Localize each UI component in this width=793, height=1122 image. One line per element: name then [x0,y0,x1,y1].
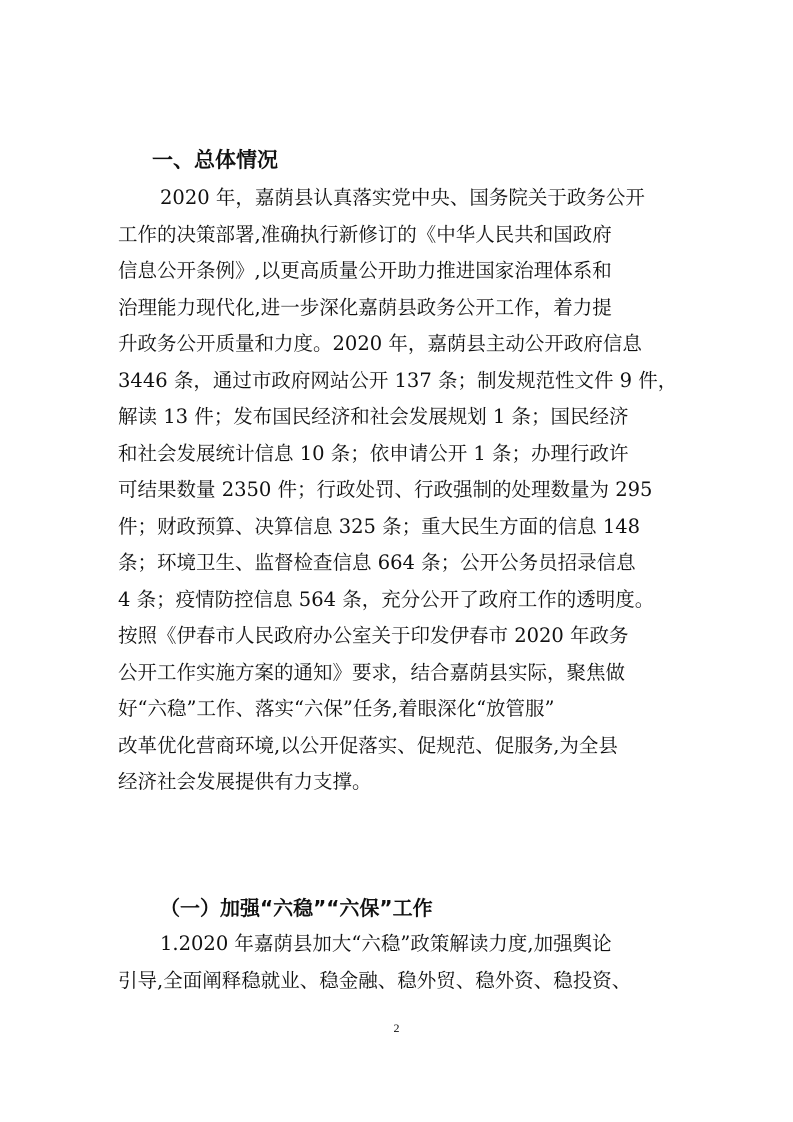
paragraph-overview [118,180,678,801]
paragraph-line: 条；环境卫生、监督检查信息 664 条；公开公务员招录信息 [118,551,636,574]
paragraph-line: 3446 条，通过市政府网站公开 137 条；制发规范性文件 9 件， [118,368,678,392]
paragraph-line: 治理能力现代化,进一步深化嘉荫县政务公开工作，着力提 [118,295,612,319]
paragraph-line: 公开工作实施方案的通知》要求，结合嘉荫县实际，聚焦做 [118,660,626,684]
paragraph-line: 1.2020 年嘉荫县加大“六稳”政策解读力度,加强舆论 [160,932,612,955]
paragraph-line: 工作的决策部署,准确执行新修订的《中华人民共和国政府 [118,222,612,246]
paragraph-line: 升政务公开质量和力度。2020 年，嘉荫县主动公开政府信息 [118,332,642,355]
paragraph-line: 可结果数量 2350 件；行政处罚、行政强制的处理数量为 295 [118,478,653,501]
paragraph-line: 解读 13 件；发布国民经济和社会发展规划 1 条；国民经济 [118,405,629,428]
section-heading: 一、总体情况 [152,148,278,172]
paragraph-line: 经济社会发展提供有力支撑。 [118,770,372,793]
paragraph-line: 件；财政预算、决算信息 325 条；重大民生方面的信息 148 [118,514,641,538]
page-number: 2 [393,1021,400,1035]
paragraph-six-stabilities [118,926,678,999]
paragraph-line: 改革优化营商环境,以公开促落实、促规范、促服务,为全县 [118,733,618,757]
paragraph-line: 按照《伊春市人民政府办公室关于印发伊春市 2020 年政务 [118,624,629,647]
paragraph-line: 信息公开条例》,以更高质量公开助力推进国家治理体系和 [118,259,612,282]
subsection-heading: （一）加强“六稳”“六保”工作 [160,896,433,920]
paragraph-line: 2020 年，嘉荫县认真落实党中央、国务院关于政务公开 [160,186,645,209]
paragraph-line: 4 条；疫情防控信息 564 条，充分公开了政府工作的透明度。 [118,587,655,611]
paragraph-line: 和社会发展统计信息 10 条；依申请公开 1 条；办理行政许 [118,441,629,465]
paragraph-line: 引导,全面阐释稳就业、稳金融、稳外贸、稳外资、稳投资、 [118,968,632,992]
paragraph-line: 好“六稳”工作、落实“六保”任务,着眼深化“放管服” [118,697,555,720]
